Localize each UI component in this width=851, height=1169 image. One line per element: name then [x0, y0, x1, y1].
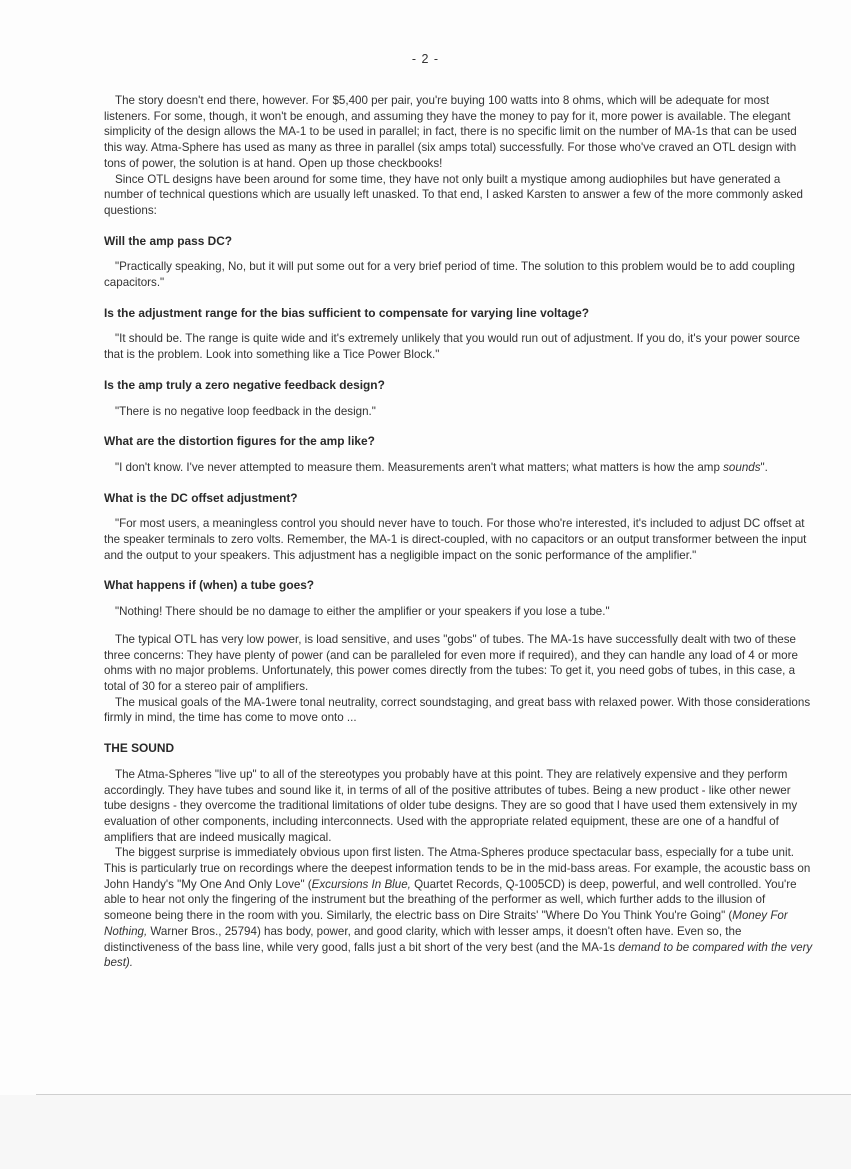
text-run: Quartet Records, Q-1005CD) is deep, powerful, and well controlled. You're able to hear not only the fingering of the instrument but the breathing of the performer as well, which further adds to the illusion of someone being there in the room with you. Similarly, the electric bass on Dire Straits' "Where Do You Think You're Going" ( [104, 877, 797, 923]
sound-paragraph: The Atma-Spheres "live up" to all of the stereotypes you probably have at this point. They are relatively expensive and they perform accordingly. They have tubes and sound like it, in terms of all of the positive attributes of tubes. Being a new product - like other newer tube designs - they overcome the traditional limitations of older tube designs. They are so good that I have used them extensively in my evaluation of other components, including interconnects. Used with the appropriate related equipment, these are one of a handful of amplifiers that are indeed musically magical. [104, 767, 798, 844]
question-heading: What are the distortion figures for the amp like? [104, 434, 375, 449]
otl-paragraph: The musical goals of the MA-1were tonal neutrality, correct soundstaging, and great bass with relaxed power. With those considerations firmly in mind, the time has come to move onto ... [104, 695, 811, 725]
question-heading: Will the amp pass DC? [104, 233, 233, 248]
question-heading: What is the DC offset adjustment? [104, 490, 298, 505]
article-body [104, 93, 816, 971]
answer-text: "I don't know. I've never attempted to measure them. Measurements aren't what matters; what matters is how the amp [115, 460, 724, 474]
scan-background [0, 1095, 851, 1169]
sound-paragraph [104, 845, 816, 971]
question-heading: Is the adjustment range for the bias sufficient to compensate for varying line voltage? [104, 305, 589, 320]
spacer [104, 620, 816, 632]
otl-paragraph: The typical OTL has very low power, is load sensitive, and uses "gobs" of tubes. The MA-1s have successfully dealt with two of these three concerns: They have plenty of power (and can be paralleled for even more if required), and they can handle any load of 4 or more ohms with no major problems. Unfortunately, this power comes directly from the tubes: To get it, you need gobs of tubes, in this case, a total of 30 for a stereo pair of amplifiers. [104, 632, 798, 693]
album-title: Money For Nothing, [104, 909, 788, 938]
answer-paragraph [104, 460, 816, 476]
answer-paragraph: "It should be. The range is quite wide and it's extremely unlikely that you would run out of adjustment. If you do, it's your power source that is the problem. Look into something like a Tice Power Block." [104, 332, 800, 362]
answer-paragraph: "There is no negative loop feedback in the design." [115, 404, 376, 418]
intro-paragraph: Since OTL designs have been around for some time, they have not only built a mystique among audiophiles but have generated a number of technical questions which are usually left unasked. To that end, I asked Karsten to answer a few of the more commonly asked questions: [104, 172, 804, 217]
qa-section [104, 234, 816, 620]
emphasis-text: demand to be compared with the very best). [104, 940, 813, 970]
page-number: - 2 - [411, 52, 440, 66]
section-heading-sound: THE SOUND [104, 741, 175, 756]
question-heading: What happens if (when) a tube goes? [104, 578, 315, 593]
text-run: Warner Bros., 25794) has body, power, and good clarity, which with lesser amps, it doesn't often have. Even so, the distinctiveness of the bass line, while very good, falls just a bit short of the very best (and the MA-1s [104, 924, 742, 954]
answer-emphasis: sounds [723, 460, 761, 474]
answer-paragraph: "For most users, a meaningless control you should never have to touch. For those who're interested, it's included to adjust DC offset at the speaker terminals to zero volts. Remember, the MA-1 is direct-coupled, with no capacitors or an output transformer between the input and the output to your speakers. This adjustment has a negligible impact on the sonic performance of the amplifier." [104, 517, 807, 562]
answer-paragraph: "Nothing! There should be no damage to either the amplifier or your speakers if you lose a tube." [115, 605, 610, 619]
text-run: The biggest surprise is immediately obvious upon first listen. The Atma-Spheres produce spectacular bass, especially for a tube unit. This is particularly true on recordings where the deepest information tends to be in the mid-bass areas. For example, the acoustic bass on John Handy's "My One And Only Love" ( [104, 846, 811, 891]
answer-text-end: ". [760, 460, 768, 474]
answer-paragraph: "Practically speaking, No, but it will put some out for a very brief period of time. The solution to this problem would be to add coupling capacitors." [104, 260, 795, 290]
album-title: Excursions In Blue, [311, 877, 411, 891]
intro-paragraph: The story doesn't end there, however. For $5,400 per pair, you're buying 100 watts into 8 ohms, which will be adequate for most listeners. For some, though, it won't be enough, and assuming they have the money to pay for it, more power is available. The elegant simplicity of the design allows the MA-1 to be used in parallel; in fact, there is no specific limit on the number of MA-1s that can be used this way. Atma-Sphere has used as many as three in parallel (six amps total) successfully. For those who've craved an OTL design with tons of power, the solution is at hand. Open up those checkbooks! [104, 94, 797, 170]
question-heading: Is the amp truly a zero negative feedback design? [104, 377, 385, 392]
